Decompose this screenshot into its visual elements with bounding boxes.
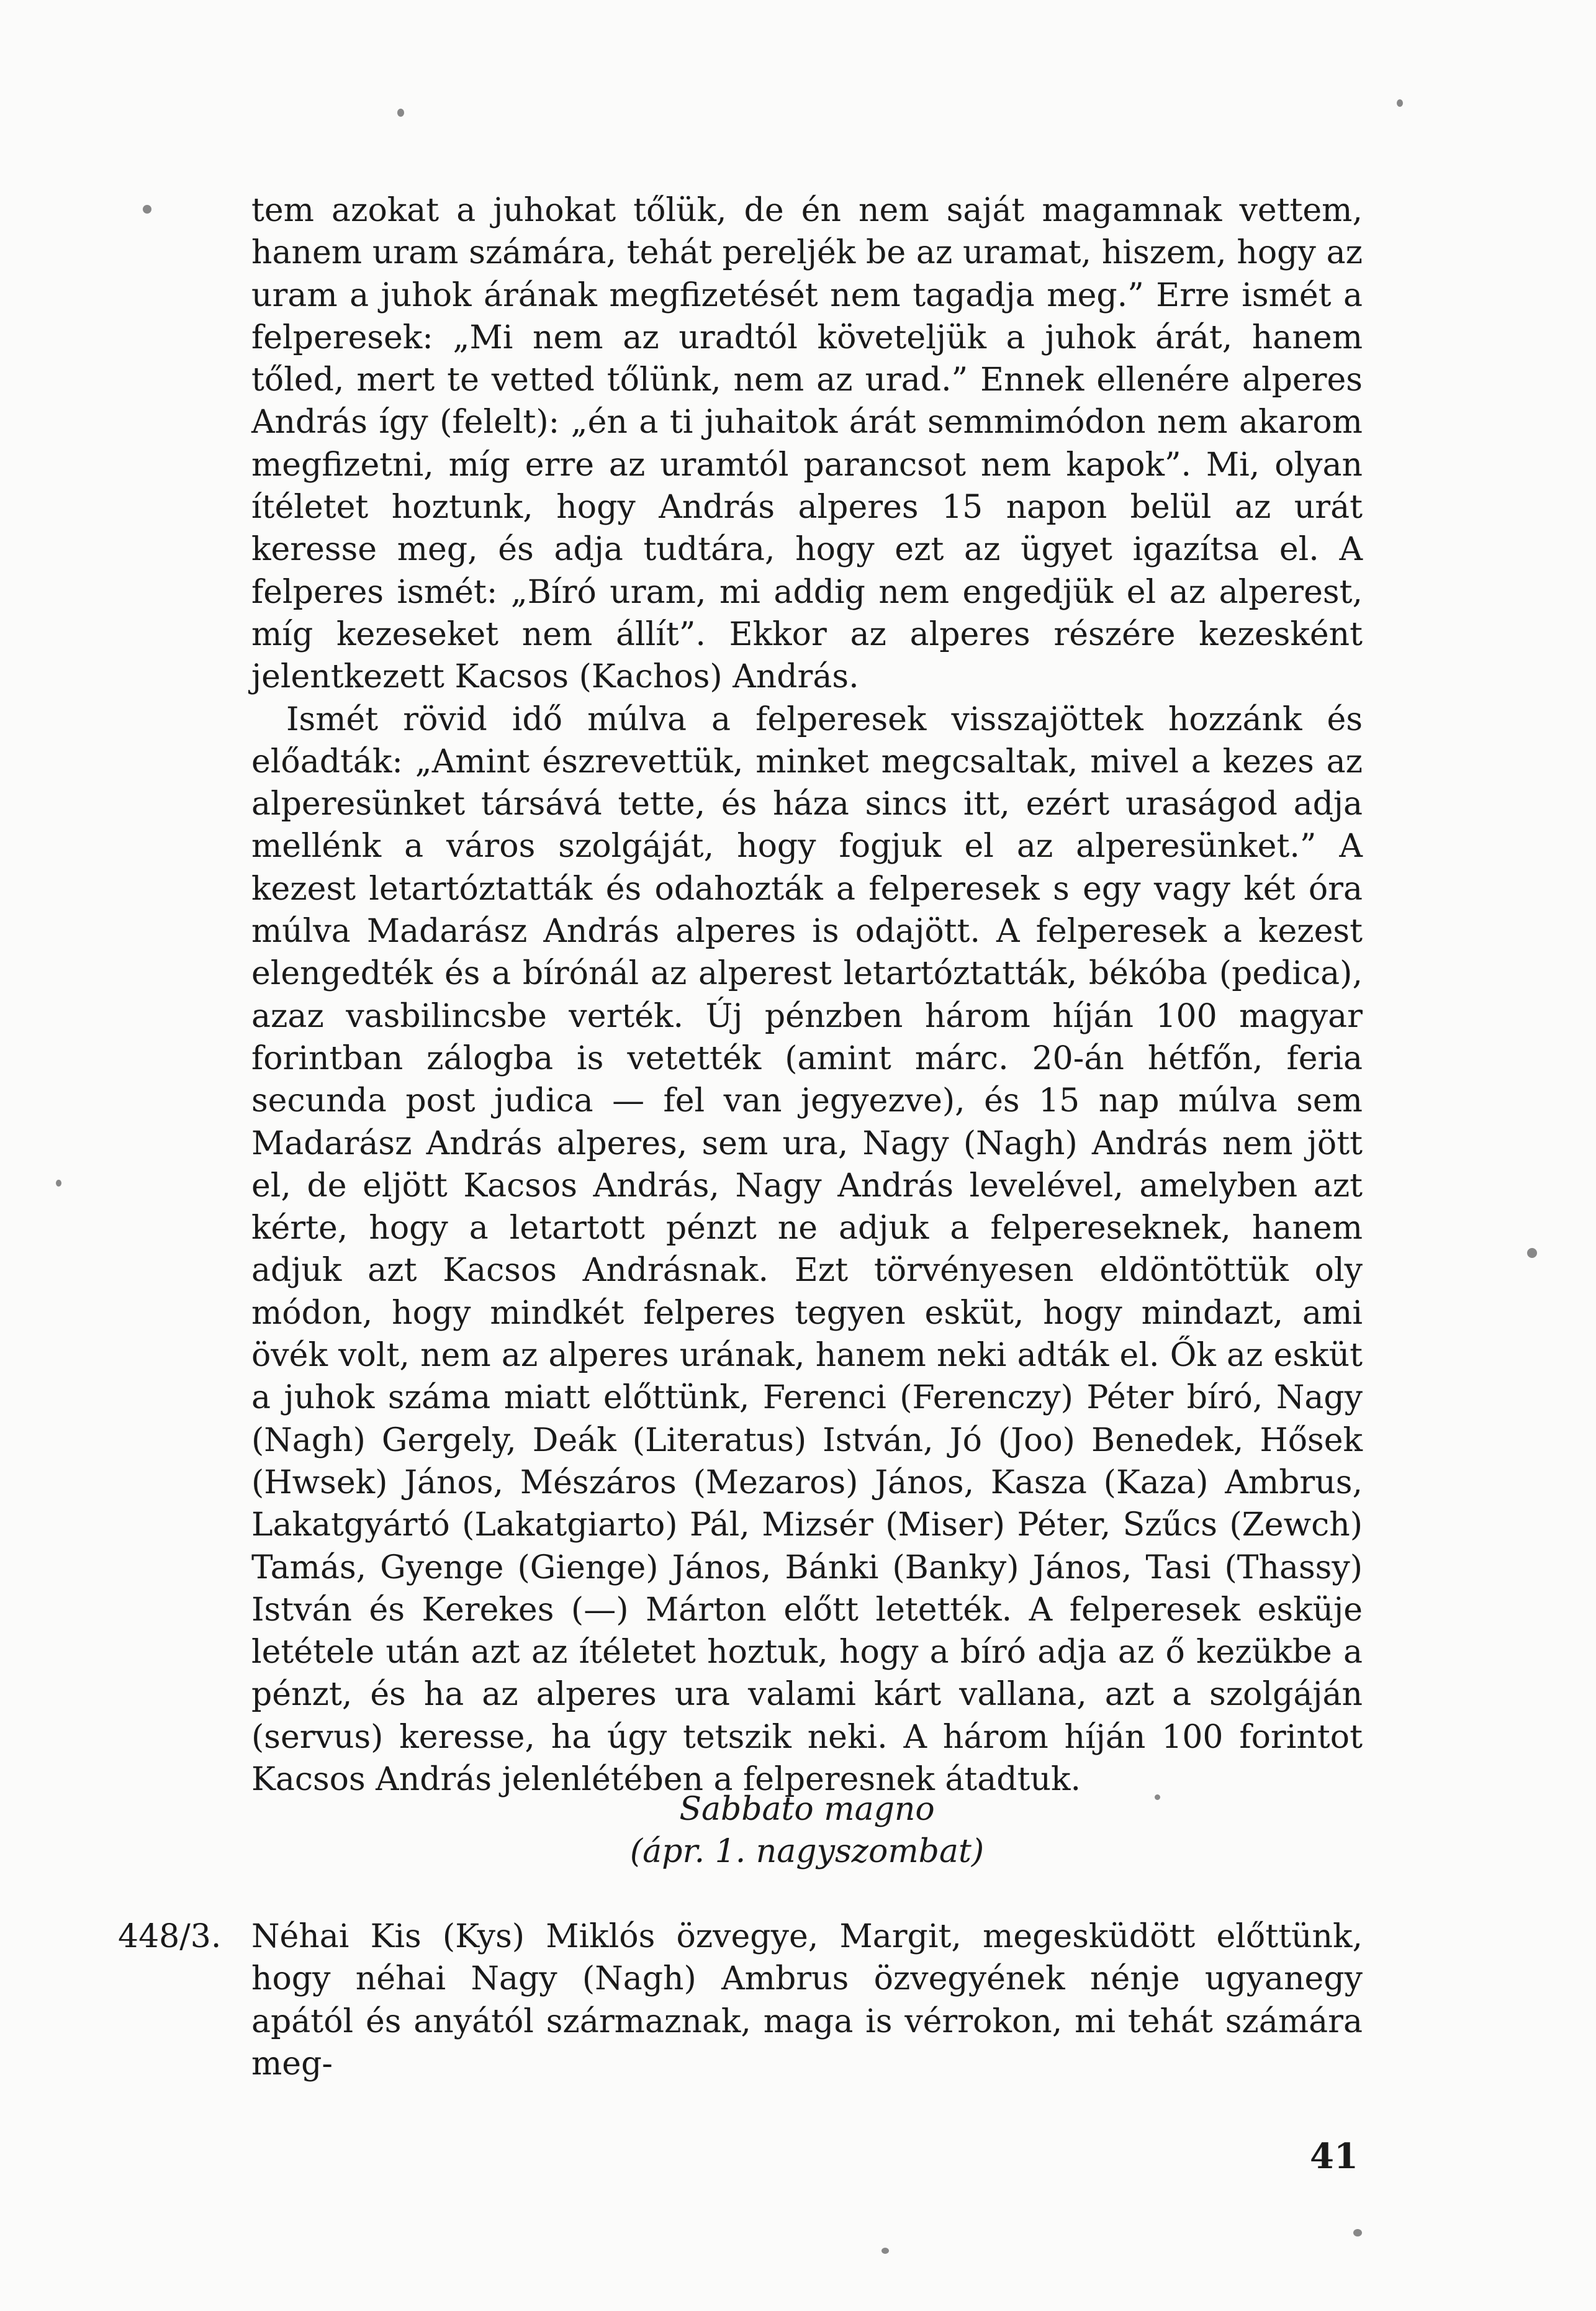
main-text-block: [251, 189, 1363, 1801]
page-number: 41: [1310, 2136, 1358, 2177]
entry-text: Néhai Kis (Kys) Miklós özvegye, Margit, megesküdött előttünk, hogy néhai Nagy (Nagh) Ambrus özvegyének nénje ugyanegy apától és anyától származnak, maga is vérrokon, mi tehát számára meg-: [251, 1918, 1363, 2083]
scan-speckle: [397, 109, 404, 117]
section-heading-date: (ápr. 1. nagyszombat): [629, 1833, 985, 1870]
paragraph: tem azokat a juhokat tőlük, de én nem saját magamnak vettem, hanem uram számára, tehát pereljék be az uramat, hiszem, hogy az uram a juhok árának megfizetését nem tagadja meg.” Erre ismét a felperesek: „Mi nem az uradtól követeljük a juhok árát, hanem tőled, mert te vetted tőlünk, nem az urad.” Ennek ellenére alperes András így (felelt): „én a ti juhaitok árát semmimódon nem akarom megfizetni, míg erre az uramtól parancsot nem kapok”. Mi, olyan ítéletet hoztunk, hogy András alperes 15 napon belül az urát keresse meg, és adja tudtára, hogy ezt az ügyet igazítsa el. A felperes ismét: „Bíró uram, mi addig nem engedjük el az alperest, míg kezeseket nem állít”. Ekkor az alperes részére kezesként jelentkezett Kacsos (Kachos) András.: [251, 192, 1363, 696]
paragraph: Ismét rövid idő múlva a felperesek visszajöttek hozzánk és előadták: „Amint észrevettük, minket megcsaltak, mivel a kezes az alperesünket társává tette, és háza sincs itt, ezért uraságod adja mellénk a város szolgáját, hogy fogjuk el az alperesünket.” A kezest letartóztatták és odahozták a felperesek s egy vagy két óra múlva Madarász András alperes is odajött. A felperesek a kezest elengedték és a bírónál az alperest letartóztatták, békóba (pedica), azaz vasbilincsbe verték. Új pénzben három híján 100 magyar forintban zálogba is vetették (amint márc. 20-án hétfőn, feria secunda post judica — fel van jegyezve), és 15 nap múlva sem Madarász András alperes, sem ura, Nagy (Nagh) András nem jött el, de eljött Kacsos András, Nagy András levelével, amelyben azt kérte, hogy a letartott pénzt ne adjuk a felpereseknek, hanem adjuk azt Kacsos Andrásnak. Ezt törvényesen eldöntöttük oly módon, hogy mindkét felperes tegyen esküt, hogy mindazt, ami övék volt, nem az alperes urának, hanem neki adták el. Ők az esküt a juhok száma miatt előttünk, Ferenci (Ferenczy) Péter bíró, Nagy (Nagh) Gergely, Deák (Literatus) István, Jó (Joo) Benedek, Hősek (Hwsek) János, Mészáros (Mezaros) János, Kasza (Kaza) Ambrus, Lakatgyártó (Lakatgiarto) Pál, Mizsér (Miser) Péter, Szűcs (Zewch) Tamás, Gyenge (Gienge) János, Bánki (Banky) János, Tasi (Thassy) István és Kerekes (—) Márton előtt letették. A felperesek esküje letétele után azt az ítéletet hoztuk, hogy a bíró adja az ő kezükbe a pénzt, és ha az alperes ura valami kárt vallana, azt a szolgáján (servus) keresse, ha úgy tetszik neki. A három híján 100 forintot Kacsos András jelenlétében a felperesnek átadtuk.: [251, 700, 1363, 1798]
entry-number: 448/3.: [118, 1918, 222, 1955]
section-heading-title: Sabbato magno: [679, 1791, 935, 1828]
scan-speckle: [881, 2248, 889, 2254]
scan-speckle: [1397, 99, 1403, 107]
scan-speckle: [143, 205, 151, 214]
scan-speckle: [56, 1180, 61, 1187]
scan-speckle: [1527, 1248, 1537, 1258]
scan-speckle: [1353, 2229, 1362, 2236]
